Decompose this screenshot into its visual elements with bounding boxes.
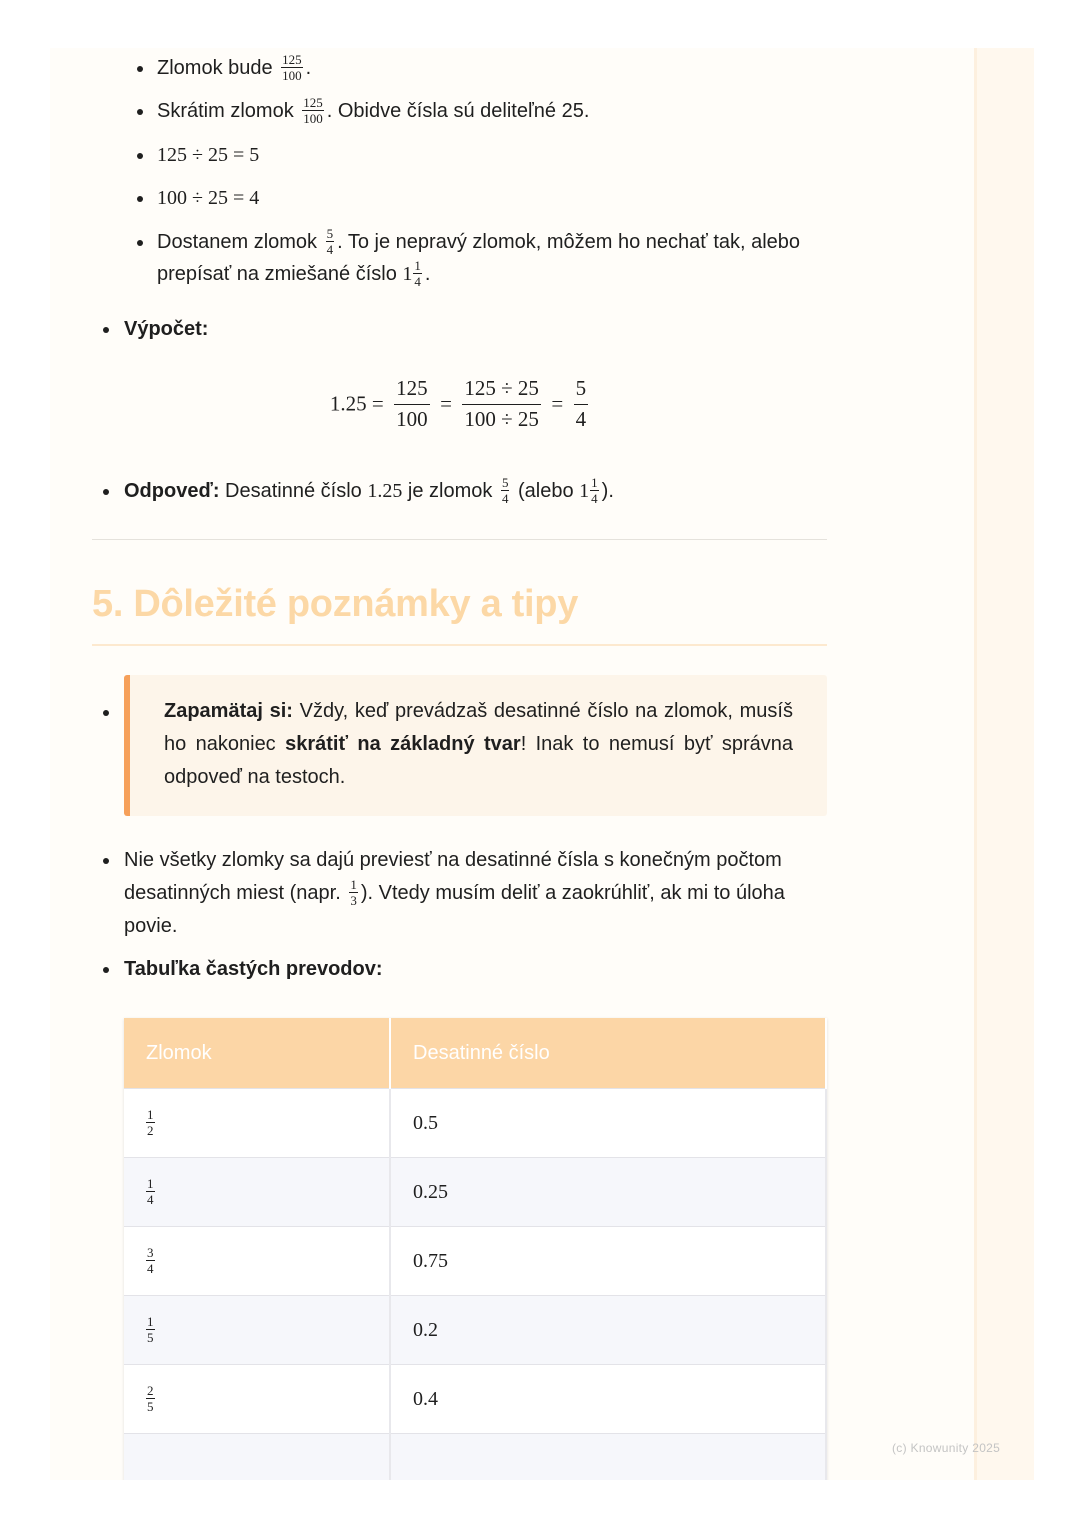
divider <box>92 539 827 540</box>
table-cell-decimal: 0.2 <box>390 1296 826 1365</box>
table-cell-fraction <box>124 1434 390 1481</box>
table-cell-fraction: $\frac{1}{4}$ <box>124 1158 390 1227</box>
table-row <box>124 1227 826 1296</box>
side-stripe <box>974 48 1034 1480</box>
fraction: $\frac{125}{100}$ <box>303 95 323 127</box>
fraction: $\frac{125}{100}$ <box>396 376 428 431</box>
list-item-answer: Odpoveď: Desatinné číslo 1.25 je zlomok $\frac{5}{4}$ (alebo 1 $\frac{1}{4}$ ). <box>124 475 834 508</box>
list-item-note: Nie všetky zlomky sa dajú previesť na desatinné čísla s konečným počtom desatinných miest (napr. $\frac{1}{3}$ ). Vtedy musím deliť a zaokrúhliť, ak mi to úloha povie. <box>124 844 834 943</box>
fraction: $\frac{5}{4}$ <box>501 475 509 507</box>
equation: 1.25 = $\frac{125}{100}$ = $\frac{125 \div 25}{100 \div 25}$ = $\frac{5}{4}$ <box>329 376 587 431</box>
table-cell-fraction: $\frac{1}{5}$ <box>124 1296 390 1365</box>
table-row <box>124 1296 826 1365</box>
heading-underline <box>92 644 827 646</box>
table-cell-fraction: $\frac{2}{5}$ <box>124 1365 390 1434</box>
table-cell-fraction: $\frac{3}{4}$ <box>124 1227 390 1296</box>
table-row <box>124 1434 826 1481</box>
table-cell-decimal: 0.75 <box>390 1227 826 1296</box>
table-cell-decimal: 0.25 <box>390 1158 826 1227</box>
fraction: $\frac{5}{4}$ <box>575 376 587 431</box>
table-cell-decimal <box>390 1434 826 1481</box>
column-header: Zlomok <box>124 1018 390 1089</box>
table-cell-decimal: 0.4 <box>390 1365 826 1434</box>
list-item-calculation <box>124 313 834 346</box>
bullet <box>103 710 109 716</box>
callout-box: Zapamätaj si: Vždy, keď prevádzaš desatinné číslo na zlomok, musíš ho nakoniec skrátiť na základný tvar! Inak to nemusí byť správna odpoveď na testoch. <box>124 675 827 816</box>
table-row <box>124 1365 826 1434</box>
section-heading: 5. Dôležité poznámky a tipy <box>92 583 579 625</box>
table-row <box>124 1089 826 1158</box>
copyright-footer: (c) Knowunity 2025 <box>892 1441 1001 1455</box>
column-header: Desatinné číslo <box>390 1018 826 1089</box>
table-cell-fraction: $\frac{1}{2}$ <box>124 1089 390 1158</box>
document-page <box>50 48 1034 1480</box>
list-item: Skrátim zlomok $\frac{125}{100}$ . Obidve čísla sú deliteľné 25. <box>157 95 847 127</box>
table-cell-decimal: 0.5 <box>390 1089 826 1158</box>
fraction: $\frac{5}{4}$ <box>326 226 334 258</box>
calculation-label: Výpočet: <box>124 318 209 340</box>
answer-label: Odpoveď: <box>124 480 220 502</box>
table-row <box>124 1158 826 1227</box>
conversion-table <box>124 1018 827 1480</box>
fraction: $\frac{1}{4}$ <box>591 475 598 507</box>
list-item-table-label <box>124 953 834 986</box>
list-item: 100 ÷ 25 = 4 <box>157 182 847 214</box>
fraction: $\frac{1}{3}$ <box>350 877 357 909</box>
list-item: Dostanem zlomok $\frac{5}{4}$ . To je nepravý zlomok, môžem ho nechať tak, alebo prepísať na zmiešané číslo 1 $\frac{1}{4}$ . <box>157 226 847 290</box>
callout-label: Zapamätaj si: <box>164 700 293 722</box>
fraction: $\frac{125 \div 25}{100 \div 25}$ <box>464 376 539 431</box>
fraction: $\frac{1}{4}$ <box>414 258 421 290</box>
table-label: Tabuľka častých prevodov: <box>124 958 383 980</box>
fraction: $\frac{125}{100}$ <box>282 52 302 84</box>
list-item: Zlomok bude $\frac{125}{100}$ . <box>157 52 847 84</box>
table-header-row <box>124 1018 826 1089</box>
list-item: 125 ÷ 25 = 5 <box>157 139 847 171</box>
